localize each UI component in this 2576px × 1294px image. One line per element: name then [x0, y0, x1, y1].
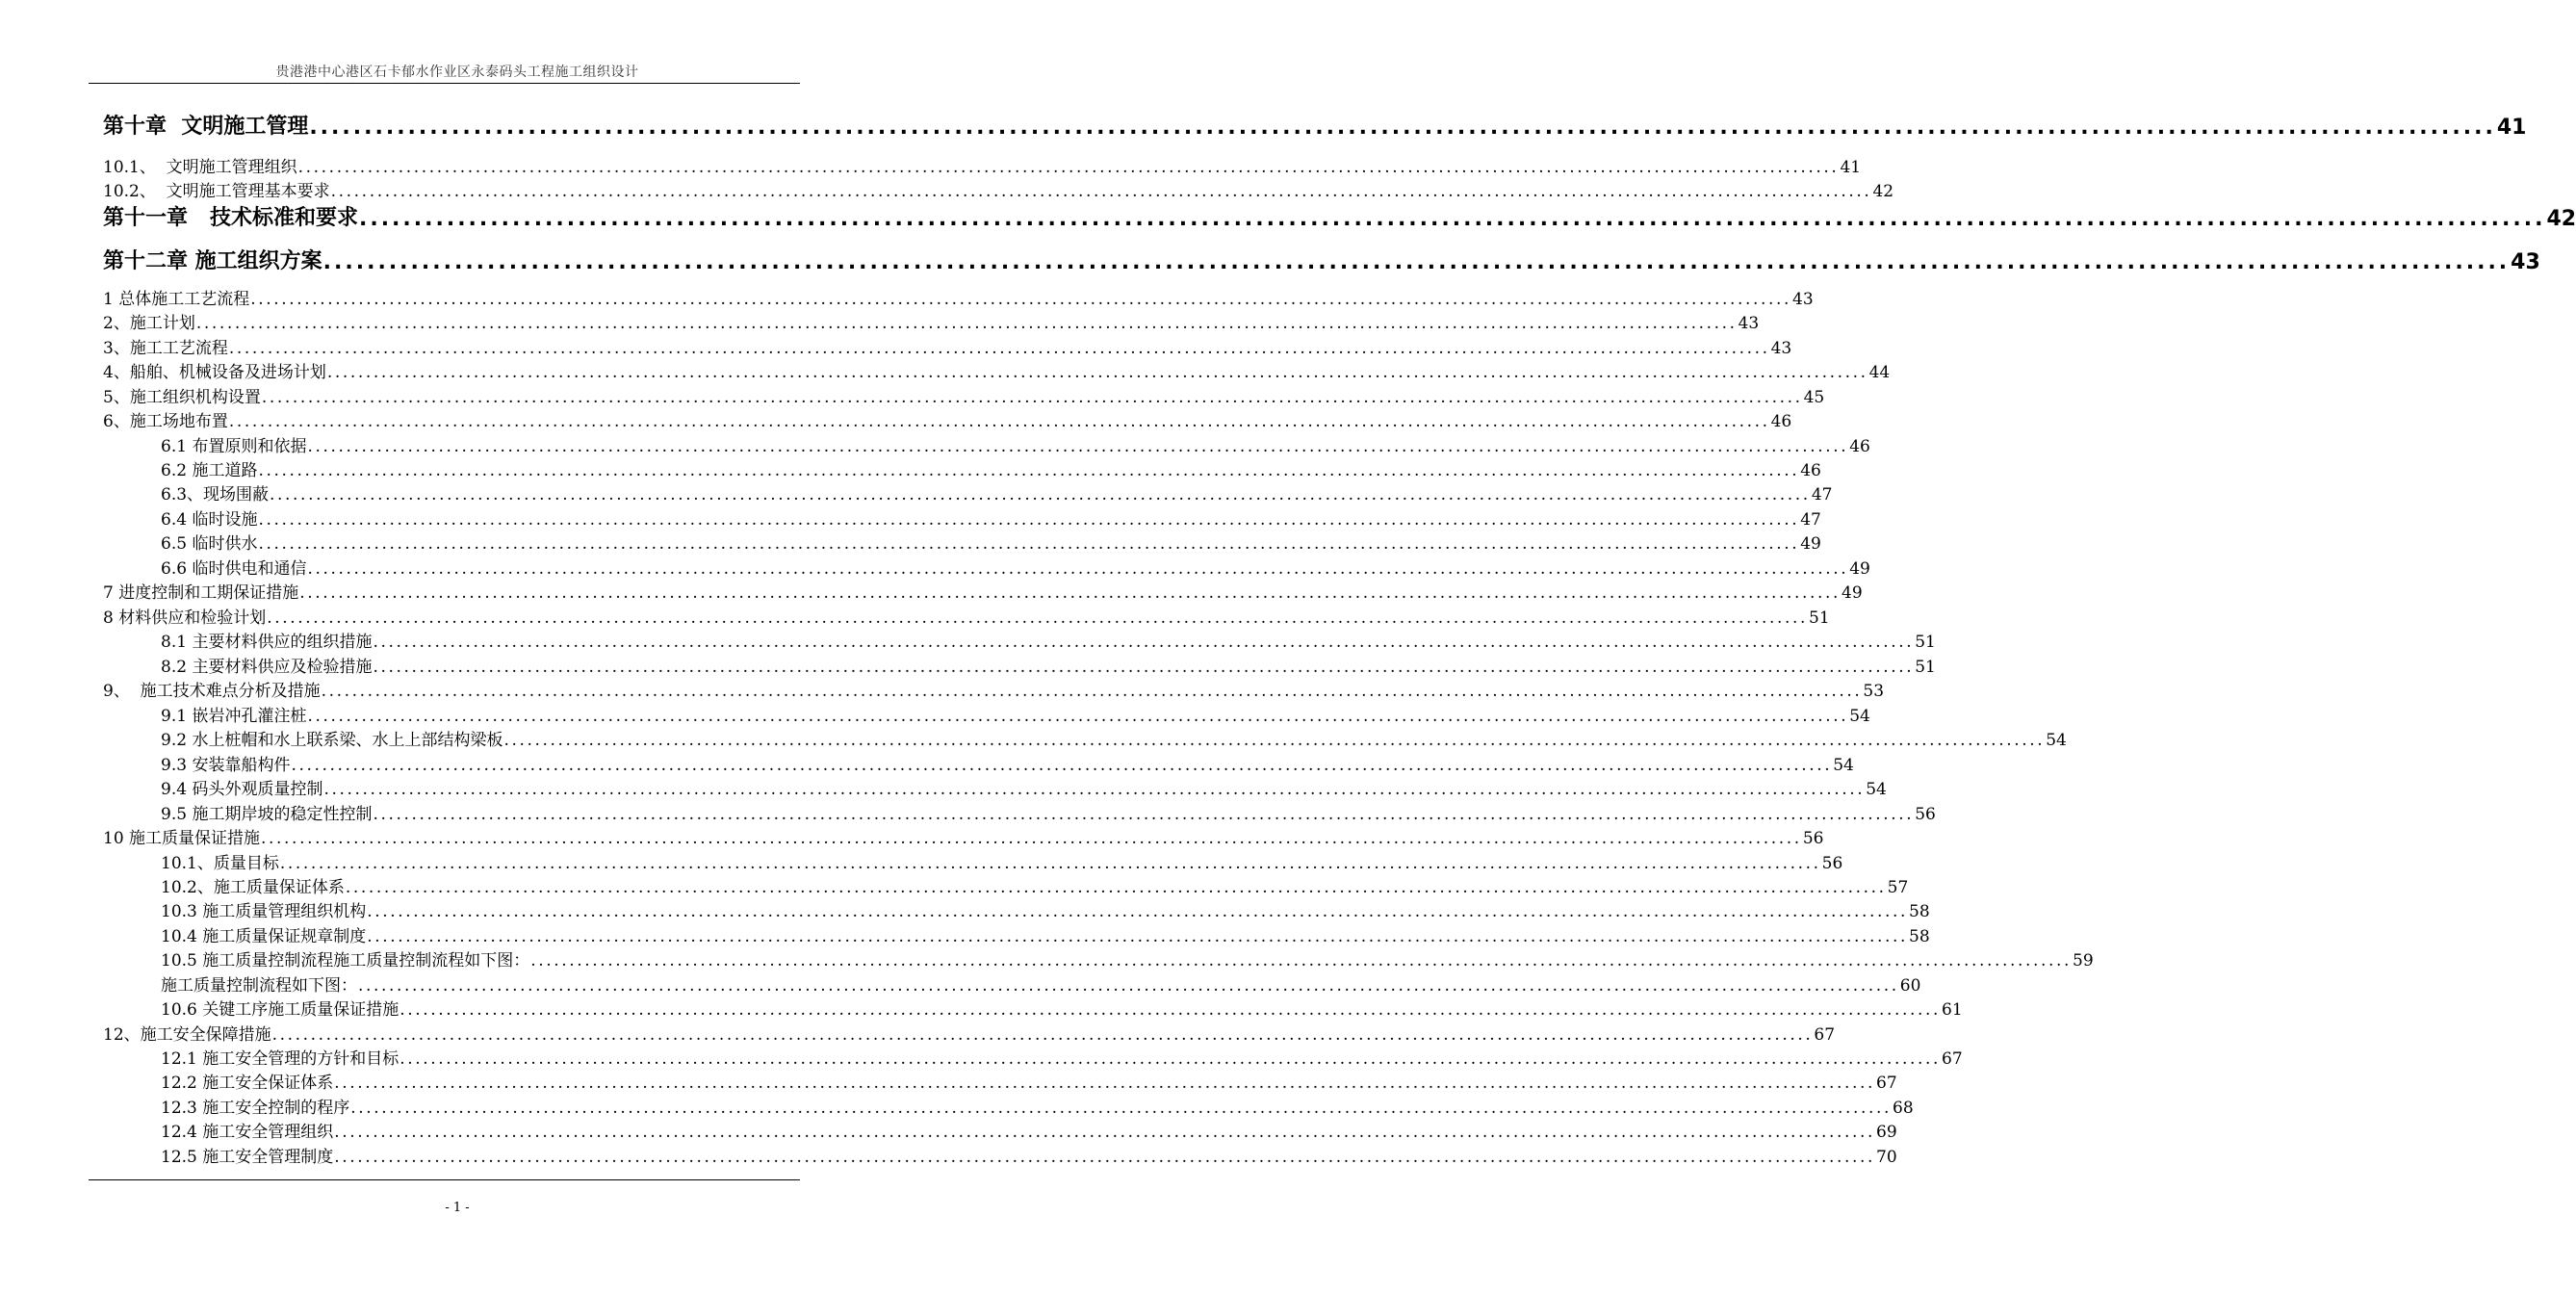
dot-leader: ........................................................................................................................................................................................................ [373, 805, 1915, 824]
toc-entry-title: 10.1、 文明施工管理组织 [103, 158, 297, 177]
toc-page-number: 54 [1833, 756, 1854, 775]
toc-entry [103, 408, 1792, 431]
toc-entry [161, 654, 1936, 677]
toc-entry [103, 384, 1825, 407]
dot-leader: ........................................................................................................................................................................................................ [323, 780, 1866, 799]
toc-entry [161, 727, 2067, 750]
toc-entry [103, 1022, 1836, 1045]
toc-entry-title: 2、施工计划 [103, 314, 195, 333]
toc-page-number: 49 [1800, 534, 1821, 554]
dot-leader: ........................................................................................................................................................................................................ [530, 951, 2073, 970]
toc-entry-title: 12.2 施工安全保证体系 [161, 1074, 334, 1093]
toc-entry [161, 1144, 1897, 1167]
toc-entry [161, 556, 1870, 579]
dot-leader: ........................................................................................................................................................................................................ [258, 510, 1800, 530]
dot-leader: ........................................................................................................................................................................................................ [250, 290, 1791, 309]
toc-page-number: 47 [1811, 485, 1833, 505]
toc-entry-title: 第十章 文明施工管理 [103, 115, 309, 139]
toc-entry-title: 4、船舶、机械设备及进场计划 [103, 363, 326, 382]
toc-entry-title: 10.4 施工质量保证规章制度 [161, 927, 367, 946]
toc-page-number: 57 [1887, 878, 1909, 897]
toc-page-number: 61 [1942, 1000, 1963, 1020]
toc-entry-title: 6.5 临时供水 [161, 534, 258, 554]
dot-leader: ........................................................................................................................................................................................................ [367, 902, 1909, 921]
dot-leader: ........................................................................................................................................................................................................ [258, 461, 1800, 480]
toc-entry-title: 10.1、质量目标 [161, 854, 279, 873]
toc-entry-title: 8 材料供应和检验计划 [103, 608, 267, 628]
toc-page-number: 42 [2546, 207, 2576, 231]
toc-chapter-entry [103, 111, 2527, 140]
toc-entry [161, 506, 1821, 530]
toc-entry [161, 752, 1854, 775]
toc-entry [161, 996, 1963, 1020]
dot-leader: ........................................................................................................................................................................................................ [291, 756, 1833, 775]
dot-leader: ........................................................................................................................................................................................................ [228, 339, 1770, 358]
toc-page-number: 51 [1809, 608, 1830, 628]
toc-page-number: 56 [1802, 829, 1824, 848]
dot-leader: ........................................................................................................................................................................................................ [271, 1025, 1814, 1045]
toc-entry [161, 1119, 1897, 1142]
toc-entry [161, 703, 1870, 726]
toc-entry-title: 12.1 施工安全管理的方针和目标 [161, 1049, 399, 1069]
dot-leader: ........................................................................................................................................................................................................ [195, 314, 1738, 333]
toc-entry [103, 678, 1885, 701]
toc-page-number: 46 [1770, 412, 1792, 431]
dot-leader: ........................................................................................................................................................................................................ [334, 1074, 1876, 1093]
toc-entry [161, 850, 1843, 873]
dot-leader: ........................................................................................................................................................................................................ [345, 878, 1887, 897]
toc-page-number: 56 [1821, 854, 1843, 873]
toc-entry-title: 12.3 施工安全控制的程序 [161, 1099, 350, 1118]
toc-page-number: 46 [1849, 437, 1870, 456]
dot-leader: ........................................................................................................................................................................................................ [373, 658, 1915, 677]
toc-page-number: 70 [1876, 1148, 1897, 1167]
toc-page-number: 45 [1803, 388, 1825, 407]
toc-entry [161, 433, 1870, 456]
toc-entry-title: 3、施工工艺流程 [103, 339, 228, 358]
dot-leader: ........................................................................................................................................................................................................ [270, 485, 1811, 505]
dot-leader: ........................................................................................................................................................................................................ [309, 116, 2496, 140]
dot-leader: ........................................................................................................................................................................................................ [330, 182, 1872, 201]
toc-entry-title: 9.5 施工期岸坡的稳定性控制 [161, 805, 373, 824]
toc-entry-title: 9.2 水上桩帽和水上联系梁、水上上部结构梁板 [161, 731, 503, 750]
toc-page-number: 58 [1909, 902, 1930, 921]
dot-leader: ........................................................................................................................................................................................................ [334, 1148, 1876, 1167]
toc-page-number: 43 [1770, 339, 1792, 358]
toc-page-number: 69 [1876, 1123, 1897, 1142]
toc-chapter-entry [103, 246, 2540, 274]
toc-entry [103, 335, 1792, 358]
toc-entry-title: 7 进度控制和工期保证措施 [103, 583, 299, 603]
toc-entry [161, 923, 1930, 946]
toc-entry [103, 154, 1862, 177]
dot-leader: ........................................................................................................................................................................................................ [279, 854, 1821, 873]
dot-leader: ........................................................................................................................................................................................................ [367, 927, 1909, 946]
dot-leader: ........................................................................................................................................................................................................ [321, 682, 1863, 701]
toc-entry-title: 6.4 临时设施 [161, 510, 258, 530]
toc-entry-title: 5、施工组织机构设置 [103, 388, 261, 407]
toc-page-number: 67 [1942, 1049, 1963, 1069]
dot-leader: ........................................................................................................................................................................................................ [503, 731, 2046, 750]
toc-entry [161, 531, 1821, 554]
dot-leader: ........................................................................................................................................................................................................ [358, 976, 1899, 996]
toc-entry [161, 776, 1887, 799]
toc-entry [161, 481, 1833, 505]
toc-entry-title: 9.1 嵌岩冲孔灌注桩 [161, 707, 307, 726]
toc-entry [161, 1095, 1914, 1118]
toc-entry [103, 286, 1814, 309]
toc-entry-title: 6.2 施工道路 [161, 461, 258, 480]
toc-entry-title: 10.5 施工质量控制流程施工质量控制流程如下图： [161, 951, 530, 970]
dot-leader: ........................................................................................................................................................................................................ [334, 1123, 1876, 1142]
dot-leader: ........................................................................................................................................................................................................ [373, 633, 1915, 652]
toc-entry [161, 874, 1909, 897]
toc-entry [103, 310, 1760, 333]
page-number: - 1 - [445, 1201, 470, 1215]
toc-page-number: 68 [1893, 1099, 1914, 1118]
toc-page-number: 60 [1899, 976, 1921, 996]
dot-leader: ........................................................................................................................................................................................................ [399, 1049, 1942, 1069]
dot-leader: ........................................................................................................................................................................................................ [299, 583, 1841, 603]
toc-entry-title: 9、 施工技术难点分析及措施 [103, 682, 321, 701]
toc-entry-title: 9.4 码头外观质量控制 [161, 780, 323, 799]
dot-leader: ........................................................................................................................................................................................................ [307, 559, 1849, 579]
toc-entry [161, 457, 1821, 480]
running-header: 贵港港中心港区石卡郁水作业区永泰码头工程施工组织设计 [275, 65, 639, 80]
footer-rule [89, 1179, 800, 1180]
dot-leader: ........................................................................................................................................................................................................ [326, 363, 1868, 382]
toc-entry [103, 580, 1863, 603]
toc-entry-title: 6.6 临时供电和通信 [161, 559, 307, 579]
dot-leader: ........................................................................................................................................................................................................ [267, 608, 1808, 628]
dot-leader: ........................................................................................................................................................................................................ [307, 707, 1849, 726]
dot-leader: ........................................................................................................................................................................................................ [322, 250, 2511, 274]
toc-page-number: 43 [2511, 250, 2540, 274]
toc-entry-title: 6.1 布置原则和依据 [161, 437, 307, 456]
toc-page-number: 43 [1792, 290, 1814, 309]
toc-entry [161, 801, 1936, 824]
toc-page-number: 47 [1800, 510, 1821, 530]
toc-entry [103, 825, 1824, 848]
toc-entry-title: 第十一章 技术标准和要求 [103, 206, 358, 230]
toc-entry-title: 12、施工安全保障措施 [103, 1025, 271, 1045]
toc-entry-title: 10.3 施工质量管理组织机构 [161, 902, 367, 921]
toc-entry-title: 9.3 安装靠船构件 [161, 756, 291, 775]
dot-leader: ........................................................................................................................................................................................................ [258, 534, 1800, 554]
toc-chapter-entry [103, 202, 2576, 231]
toc-page-number: 44 [1868, 363, 1891, 382]
toc-page-number: 67 [1876, 1074, 1897, 1093]
toc-entry [161, 1070, 1897, 1093]
toc-page-number: 67 [1814, 1025, 1836, 1045]
toc-page-number: 43 [1738, 314, 1760, 333]
toc-page-number: 42 [1872, 182, 1894, 201]
toc-page-number: 51 [1915, 658, 1936, 677]
toc-page-number: 54 [2046, 731, 2067, 750]
toc-page-number: 54 [1866, 780, 1887, 799]
toc-entry-title: 10.6 关键工序施工质量保证措施 [161, 1000, 399, 1020]
toc-entry-title: 1 总体施工工艺流程 [103, 290, 250, 309]
toc-page-number: 49 [1849, 559, 1870, 579]
dot-leader: ........................................................................................................................................................................................................ [261, 388, 1803, 407]
toc-entry-title: 8.2 主要材料供应及检验措施 [161, 658, 373, 677]
dot-leader: ........................................................................................................................................................................................................ [228, 412, 1770, 431]
dot-leader: ........................................................................................................................................................................................................ [358, 207, 2546, 231]
dot-leader: ........................................................................................................................................................................................................ [399, 1000, 1942, 1020]
toc-page-number: 49 [1842, 583, 1863, 603]
toc-entry [103, 359, 1891, 382]
toc-entry [161, 972, 1921, 996]
toc-entry-title: 12.5 施工安全管理制度 [161, 1148, 334, 1167]
toc-entry [161, 947, 2094, 970]
toc-page-number: 46 [1800, 461, 1821, 480]
toc-entry-title: 施工质量控制流程如下图： [161, 976, 357, 996]
toc-entry-title: 6.3、现场围蔽 [161, 485, 270, 505]
toc-entry-title: 6、施工场地布置 [103, 412, 228, 431]
toc-entry-title: 10.2、 文明施工管理基本要求 [103, 182, 330, 201]
header-rule [89, 83, 800, 84]
toc-entry [161, 898, 1930, 921]
dot-leader: ........................................................................................................................................................................................................ [261, 829, 1802, 848]
toc-entry-title: 10 施工质量保证措施 [103, 829, 261, 848]
toc-entry [103, 605, 1830, 628]
toc-page-number: 41 [2496, 116, 2527, 140]
toc-page-number: 56 [1915, 805, 1936, 824]
dot-leader: ........................................................................................................................................................................................................ [297, 158, 1840, 177]
toc-entry-title: 第十二章 施工组织方案 [103, 249, 322, 273]
dot-leader: ........................................................................................................................................................................................................ [307, 437, 1849, 456]
toc-entry-title: 8.1 主要材料供应的组织措施 [161, 633, 373, 652]
toc-page-number: 54 [1849, 707, 1870, 726]
toc-page-number: 51 [1915, 633, 1936, 652]
toc-entry [103, 178, 1894, 201]
toc-entry [161, 629, 1936, 652]
dot-leader: ........................................................................................................................................................................................................ [350, 1099, 1893, 1118]
toc-page-number: 58 [1909, 927, 1930, 946]
toc-page-number: 41 [1840, 158, 1862, 177]
toc-entry-title: 12.4 施工安全管理组织 [161, 1123, 334, 1142]
toc-entry [161, 1046, 1963, 1069]
toc-page-number: 53 [1863, 682, 1885, 701]
toc-page-number: 59 [2073, 951, 2094, 970]
toc-entry-title: 10.2、施工质量保证体系 [161, 878, 345, 897]
